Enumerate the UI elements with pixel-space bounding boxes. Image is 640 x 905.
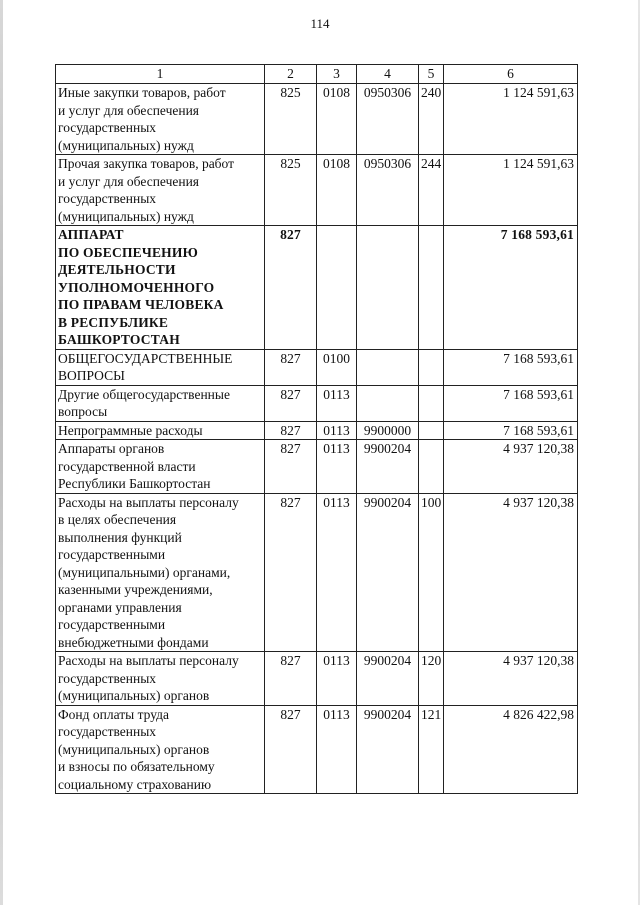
row-name-cell (56, 652, 265, 706)
target-article-cell: 0950306 (357, 84, 419, 155)
expense-type-cell: 240 (419, 84, 444, 155)
row-name-line: (муниципальных) органов (58, 741, 210, 757)
row-name-cell (56, 440, 265, 494)
row-name-line: внебюджетными фондами (58, 634, 209, 650)
section-code-cell: 0113 (317, 493, 357, 652)
row-name-line: государственных (58, 120, 157, 135)
ministry-code-cell: 827 (265, 421, 317, 440)
target-article-cell: 0950306 (357, 155, 419, 226)
row-name-line: ДЕЯТЕЛЬНОСТИ (58, 262, 176, 277)
section-code-cell: 0108 (317, 155, 357, 226)
row-name-line: ВОПРОСЫ (58, 368, 125, 383)
amount-cell: 7 168 593,61 (444, 385, 578, 421)
row-name-line: (муниципальных) нужд (58, 208, 194, 224)
row-name-cell (56, 155, 265, 226)
section-code-cell: 0100 (317, 349, 357, 385)
scan-edge-left (0, 0, 3, 905)
row-name-line: выполнения функций (58, 529, 182, 545)
row-name-line: социальному страхованию (58, 776, 212, 792)
section-code-cell (317, 226, 357, 350)
row-name-cell (56, 493, 265, 652)
ministry-code-cell: 825 (265, 84, 317, 155)
row-name-line: Другие общегосударственные (58, 386, 230, 402)
row-name-line: Прочая закупка товаров, работ (58, 156, 235, 171)
row-name-line: ОБЩЕГОСУДАРСТВЕННЫЕ (58, 350, 233, 366)
expense-type-cell (419, 226, 444, 350)
target-article-cell (357, 226, 419, 350)
section-code-cell: 0108 (317, 84, 357, 155)
row-name-cell (56, 84, 265, 155)
target-article-cell: 9900204 (357, 440, 419, 494)
row-name-line: ПО ОБЕСПЕЧЕНИЮ (58, 244, 198, 260)
table-row (56, 705, 578, 794)
row-name-line: ПО ПРАВАМ ЧЕЛОВЕКА (58, 297, 224, 312)
page-number: 114 (310, 16, 330, 31)
budget-table-body (56, 65, 578, 794)
table-row (56, 349, 578, 385)
row-name-line: органами управления (58, 599, 182, 615)
expense-type-cell (419, 440, 444, 494)
ministry-code-cell: 825 (265, 155, 317, 226)
row-name-line: Расходы на выплаты персоналу (58, 653, 239, 668)
expense-type-cell (419, 349, 444, 385)
budget-table (55, 64, 578, 794)
row-name-line: АППАРАТ (58, 227, 124, 242)
row-name-line: в целях обеспечения (58, 512, 177, 527)
amount-cell: 4 937 120,38 (444, 440, 578, 494)
ministry-code-cell: 827 (265, 349, 317, 385)
target-article-cell (357, 385, 419, 421)
table-row (56, 84, 578, 155)
amount-cell: 7 168 593,61 (444, 421, 578, 440)
expense-type-cell: 120 (419, 652, 444, 706)
header-cell-4: 4 (357, 65, 419, 84)
ministry-code-cell: 827 (265, 385, 317, 421)
amount-cell: 4 937 120,38 (444, 652, 578, 706)
expense-type-cell: 121 (419, 705, 444, 794)
section-code-cell: 0113 (317, 385, 357, 421)
target-article-cell: 9900000 (357, 421, 419, 440)
row-name-line: вопросы (58, 404, 108, 419)
row-name-line: Иные закупки товаров, работ (58, 85, 226, 100)
row-name-line: государственных (58, 191, 157, 206)
section-code-cell: 0113 (317, 421, 357, 440)
row-name-line: (муниципальных) органов (58, 688, 210, 703)
row-name-cell (56, 421, 265, 440)
header-cell-6: 6 (444, 65, 578, 84)
row-name-cell (56, 349, 265, 385)
amount-cell: 1 124 591,63 (444, 155, 578, 226)
table-row (56, 385, 578, 421)
target-article-cell: 9900204 (357, 493, 419, 652)
row-name-line: (муниципальными) органами, (58, 564, 231, 580)
row-name-cell (56, 226, 265, 350)
expense-type-cell (419, 385, 444, 421)
row-name-line: Непрограммные расходы (58, 422, 203, 438)
header-cell-5: 5 (419, 65, 444, 84)
row-name-cell (56, 385, 265, 421)
table-row (56, 421, 578, 440)
row-name-cell (56, 705, 265, 794)
section-code-cell: 0113 (317, 705, 357, 794)
table-row (56, 493, 578, 652)
row-name-line: Республики Башкортостан (58, 476, 211, 491)
amount-cell: 1 124 591,63 (444, 84, 578, 155)
header-cell-1: 1 (56, 65, 265, 84)
table-row (56, 440, 578, 494)
amount-cell: 7 168 593,61 (444, 226, 578, 350)
row-name-line: Фонд оплаты труда (58, 706, 169, 722)
expense-type-cell: 244 (419, 155, 444, 226)
row-name-line: и услуг для обеспечения (58, 173, 200, 189)
row-name-line: Расходы на выплаты персоналу (58, 494, 239, 510)
row-name-line: государственных (58, 724, 157, 739)
table-row (56, 226, 578, 350)
section-code-cell: 0113 (317, 652, 357, 706)
row-name-line: и услуг для обеспечения (58, 102, 200, 118)
row-name-line: государственными (58, 547, 166, 562)
row-name-line: казенными учреждениями, (58, 582, 213, 597)
expense-type-cell: 100 (419, 493, 444, 652)
row-name-line: государственной власти (58, 458, 196, 474)
amount-cell: 7 168 593,61 (444, 349, 578, 385)
row-name-line: БАШКОРТОСТАН (58, 332, 180, 347)
row-name-line: (муниципальных) нужд (58, 137, 194, 153)
ministry-code-cell: 827 (265, 226, 317, 350)
header-cell-3: 3 (317, 65, 357, 84)
ministry-code-cell: 827 (265, 652, 317, 706)
row-name-line: Аппараты органов (58, 441, 165, 456)
target-article-cell: 9900204 (357, 705, 419, 794)
expense-type-cell (419, 421, 444, 440)
amount-cell: 4 937 120,38 (444, 493, 578, 652)
table-row (56, 155, 578, 226)
row-name-line: В РЕСПУБЛИКЕ (58, 314, 169, 330)
table-row (56, 652, 578, 706)
table-header-row (56, 65, 578, 84)
row-name-line: государственными (58, 617, 166, 632)
row-name-line: УПОЛНОМОЧЕННОГО (58, 279, 215, 295)
target-article-cell: 9900204 (357, 652, 419, 706)
row-name-line: и взносы по обязательному (58, 759, 215, 774)
target-article-cell (357, 349, 419, 385)
ministry-code-cell: 827 (265, 493, 317, 652)
header-cell-2: 2 (265, 65, 317, 84)
row-name-line: государственных (58, 670, 157, 686)
ministry-code-cell: 827 (265, 440, 317, 494)
amount-cell: 4 826 422,98 (444, 705, 578, 794)
section-code-cell: 0113 (317, 440, 357, 494)
ministry-code-cell: 827 (265, 705, 317, 794)
